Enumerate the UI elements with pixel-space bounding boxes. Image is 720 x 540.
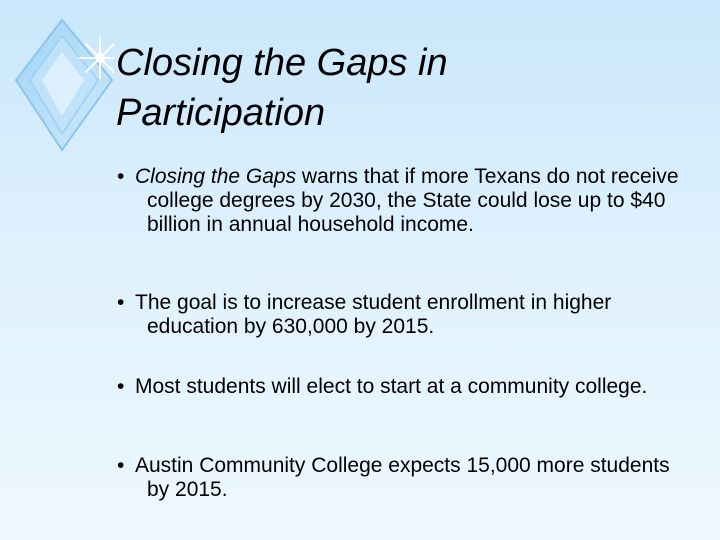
bullet-item [117,291,697,339]
bullet-emphasis: Closing the Gaps [135,165,297,188]
bullet-text: Austin Community College expects 15,000 more students by 2015. [135,454,670,501]
bullet-text: The goal is to increase student enrollment in higher education by 630,000 by 2015. [135,291,612,338]
bullet-dot: • [117,291,125,314]
bullet-dot: • [117,375,125,398]
bullet-dot: • [117,454,125,477]
bullet-text: warns that if more Texans do not receive college degrees by 2030, the State could lose up to $40 billion in annual household income. [147,165,679,236]
bullet-item [117,454,697,502]
title-line-1: Closing the Gaps in [116,42,448,84]
bullet-text: Most students will elect to start at a community college. [135,375,648,398]
bullet-item [117,165,697,237]
bullet-dot: • [117,165,125,188]
title-line-2: Participation [116,92,326,134]
diamond-sparkle-icon [14,18,114,153]
slide-title [116,38,696,138]
bullet-item [117,375,647,399]
